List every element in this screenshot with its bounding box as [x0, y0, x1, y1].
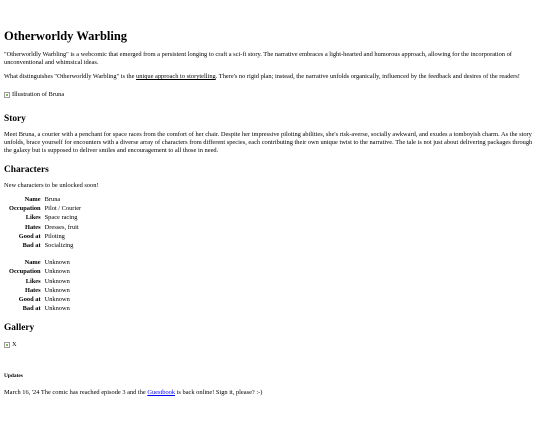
table-row [9, 268, 70, 277]
field-value: Unknown [44, 305, 70, 313]
update-entry [4, 389, 535, 397]
table-row [9, 242, 81, 251]
distinguish-paragraph [4, 73, 535, 81]
story-heading: Story [4, 113, 26, 124]
field-value: Unknown [44, 286, 70, 294]
table-row [9, 224, 81, 233]
guestbook-link[interactable]: Guestbook [147, 388, 176, 396]
updates-heading: Updates [4, 372, 23, 379]
distinguish-text-after: . There's no rigid plan; instead, the narrative unfolds organically, influenced by the feedback and desires of the readers! [215, 73, 520, 81]
field-label: Bad at [22, 242, 41, 249]
table-row [9, 305, 70, 314]
table-row [9, 287, 70, 296]
broken-image-icon [4, 92, 10, 98]
field-label: Good at [18, 232, 41, 240]
field-label: Name [24, 196, 41, 204]
gallery-heading: Gallery [4, 323, 35, 334]
table-row [9, 259, 70, 268]
bruna-illustration-alt: Illustration of Bruna [12, 90, 65, 98]
field-value: Space racing [44, 214, 78, 222]
intro-paragraph: "Otherworldly Warbling" is a webcomic that emerged from a persistent longing to craft a sci-fi story. The narrative embraces a light-hearted and humorous approach, allowing for the incorporation of unconventional and whimsical ideas. [4, 51, 512, 67]
field-label: Hates [24, 286, 41, 294]
characters-heading: Characters [4, 164, 49, 175]
field-value: Piloting [44, 232, 65, 240]
table-row [9, 214, 81, 223]
story-paragraph: Meet Bruna, a courier with a penchant for space races from the comfort of her chair. Despite her impressive piloting abilities, she's risk-averse, socially awkward, and exudes a tomboyish charm. As the story unfolds, brace yourself for encounters with a diverse array of characters from different species, each contributing their own unique twist to the narrative. The tale is not just about delivering packages through the galaxy but is supposed to deliver smiles and encouragement to all those in need. [4, 131, 533, 155]
field-label: Name [24, 259, 41, 267]
broken-image-icon [4, 342, 10, 348]
update-text-before: March 16, '24 The comic has reached episode 3 and the [4, 388, 148, 396]
gallery-image[interactable] [4, 341, 535, 349]
table-row [9, 196, 81, 205]
field-value: Unknown [44, 268, 70, 276]
field-value: Unknown [44, 259, 70, 267]
field-value: Bruna [44, 196, 61, 204]
table-row [9, 278, 70, 287]
field-label: Hates [24, 223, 41, 231]
table-row [9, 233, 81, 242]
distinguish-text-before: What distinguishes "Otherworldly Warbling" is the [4, 73, 137, 81]
field-value: Unknown [44, 277, 70, 285]
gallery-image-alt: X [12, 340, 17, 348]
page-title: Otherworldy Warbling [4, 29, 128, 43]
field-label: Occupation [9, 268, 41, 276]
field-value: Unknown [44, 295, 70, 303]
field-value: Dresses, fruit [44, 223, 79, 231]
characters-note: New characters to be unlocked soon! [4, 181, 99, 189]
field-value: Socializing [44, 242, 74, 249]
table-row [9, 205, 81, 214]
character-table-unknown [9, 259, 70, 314]
field-label: Bad at [22, 305, 41, 313]
table-row [9, 296, 70, 305]
character-table-bruna [9, 196, 81, 251]
field-value: Pilot / Courier [44, 205, 82, 213]
storytelling-link[interactable]: unique approach to storytelling [136, 73, 216, 81]
update-text-after: is back online! Sign it, please? :-) [175, 388, 263, 396]
bruna-illustration [4, 91, 64, 99]
field-label: Occupation [9, 205, 41, 213]
field-label: Good at [18, 295, 41, 303]
field-label: Likes [25, 214, 41, 222]
field-label: Likes [25, 277, 41, 285]
